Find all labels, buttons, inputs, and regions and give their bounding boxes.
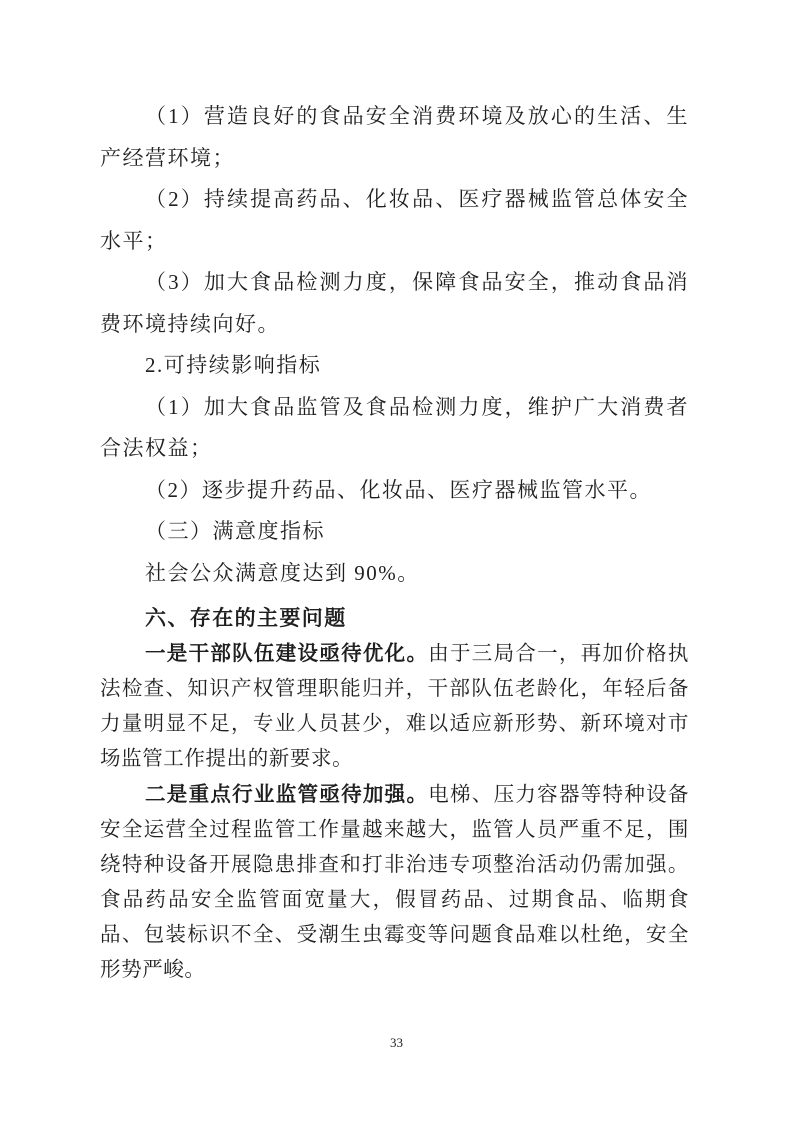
paragraph: 社会公众满意度达到 90%。: [145, 560, 420, 585]
paragraph: 2.可持续影响指标: [145, 353, 322, 377]
paragraph: （3）加大食品检测力度，保障食品安全，推动食品消费环境持续向好。: [100, 270, 689, 336]
paragraph-bold-lead: 一是干部队伍建设亟待优化。: [145, 642, 429, 665]
paragraph-bold-lead: 二是重点行业监管亟待加强。: [145, 783, 429, 806]
paragraph: [100, 777, 689, 988]
page-footer: [0, 1035, 793, 1051]
page-number: 33: [390, 1035, 403, 1050]
paragraph-text: 电梯、压力容器等特种设备安全运营全过程监管工作量越来越大，监管人员严重不足，围绕特种设备开展隐患排查和打非治违专项整治活动仍需加强。食品药品安全监管面宽量大，假冒药品、过期食品、临期食品、包装标识不全、受潮生虫霉变等问题食品难以杜绝，安全形势严峻。: [100, 784, 689, 981]
paragraph: （2）持续提高药品、化妆品、医疗器械监管总体安全水平；: [100, 187, 689, 253]
paragraph: （三）满意度指标: [145, 519, 325, 543]
paragraph: （2）逐步提升药品、化妆品、医疗器械监管水平。: [145, 477, 652, 502]
paragraph: [100, 636, 689, 777]
document-body: [100, 96, 689, 988]
paragraph-text: 由于三局合一，再加价格执法检查、知识产权管理职能归并，干部队伍老龄化，年轻后备力量明显不足，专业人员甚少，难以适应新形势、新环境对市场监管工作提出的新要求。: [100, 643, 689, 770]
paragraph: （1）营造良好的食品安全消费环境及放心的生活、生产经营环境；: [100, 104, 689, 170]
paragraph: （1）加大食品监管及食品检测力度，维护广大消费者合法权益；: [100, 394, 689, 460]
section-heading: 六、存在的主要问题: [145, 607, 347, 630]
